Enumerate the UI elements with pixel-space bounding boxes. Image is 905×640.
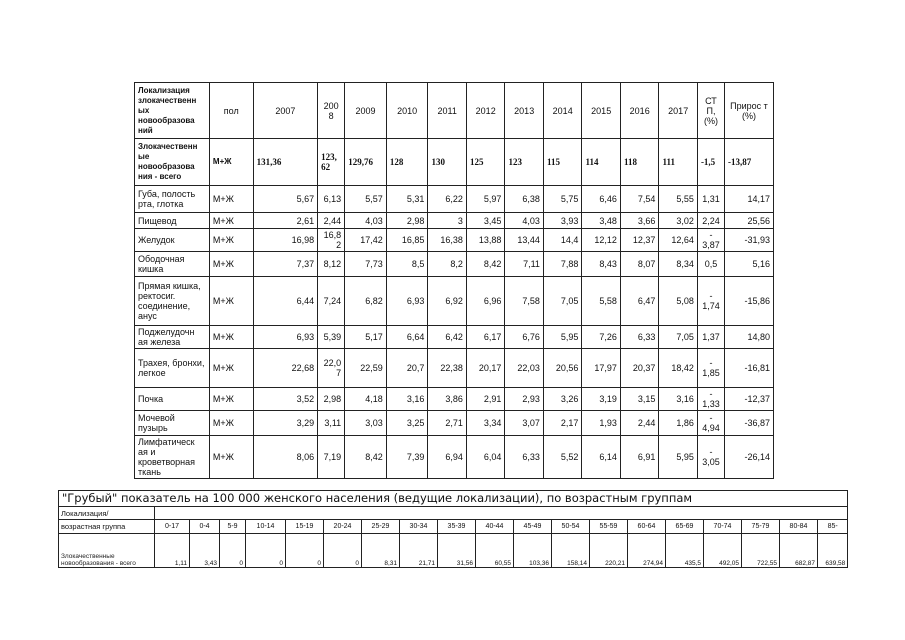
row-value: 2,17	[543, 411, 582, 436]
header-blank	[155, 507, 848, 520]
row-stp: 1,31	[697, 186, 724, 213]
row-value: 6,47	[620, 277, 659, 326]
row-value: 20,37	[620, 349, 659, 388]
row-value: 13,88	[466, 229, 505, 252]
row-value: 2,98	[318, 388, 345, 411]
age-value: 8,31	[362, 534, 400, 568]
row-value: 5,95	[543, 326, 582, 349]
row-value: 5,31	[386, 186, 428, 213]
incidence-table-by-age	[58, 506, 848, 568]
row-value: 17,42	[345, 229, 387, 252]
row-localization: Желудок	[135, 229, 210, 252]
row-value: 3,16	[659, 388, 698, 411]
row-localization: Ободочная кишка	[135, 252, 210, 277]
row-stp: - 3,05	[697, 436, 724, 479]
row-value: 6,93	[253, 326, 318, 349]
table-row	[135, 349, 774, 388]
row-localization: Поджелудочн ая железа	[135, 326, 210, 349]
row-value: 6,04	[466, 436, 505, 479]
row-value: 6,93	[386, 277, 428, 326]
age-group-header: 0-4	[190, 520, 220, 534]
row-value: 3,16	[386, 388, 428, 411]
row-localization: Лимфатическ ая и кроветворная ткань	[135, 436, 210, 479]
row-sex: М+Ж	[209, 229, 253, 252]
row-value: 18,42	[659, 349, 698, 388]
row-value: 6,82	[345, 277, 387, 326]
row-value: 8,42	[466, 252, 505, 277]
row-value: 2,98	[386, 213, 428, 229]
localization-header-line2: возрастная группа	[59, 520, 155, 534]
row-localization: Мочевой пузырь	[135, 411, 210, 436]
row-value: 2,44	[620, 411, 659, 436]
age-header-row-2	[59, 520, 848, 534]
total-sex: М+Ж	[209, 139, 253, 186]
total-stp: -1,5	[697, 139, 724, 186]
header-stp: СТ П, (%)	[697, 83, 724, 139]
age-value: 158,14	[552, 534, 590, 568]
row-value: 7,19	[318, 436, 345, 479]
row-value: 3,03	[345, 411, 387, 436]
row-value: 5,67	[253, 186, 318, 213]
age-group-header: 75-79	[742, 520, 780, 534]
row-value: 20,17	[466, 349, 505, 388]
age-value: 0	[220, 534, 246, 568]
row-value: 7,37	[253, 252, 318, 277]
header-year: 2007	[253, 83, 318, 139]
row-value: 6,76	[505, 326, 544, 349]
age-value: 722,55	[742, 534, 780, 568]
header-localization: Локализация злокачественн ых новообразова ний	[135, 83, 210, 139]
row-value: 2,61	[253, 213, 318, 229]
row-value: 6,44	[253, 277, 318, 326]
row-value: 5,08	[659, 277, 698, 326]
header-year: 2010	[386, 83, 428, 139]
table-row	[135, 388, 774, 411]
row-value: 8,2	[428, 252, 467, 277]
total-value: 130	[428, 139, 467, 186]
row-growth: -12,37	[724, 388, 773, 411]
row-value: 6,38	[505, 186, 544, 213]
age-group-header: 0-17	[155, 520, 190, 534]
row-value: 3,52	[253, 388, 318, 411]
age-value: 639,58	[818, 534, 848, 568]
row-value: 5,55	[659, 186, 698, 213]
age-value: 0	[246, 534, 286, 568]
row-growth: 14,80	[724, 326, 773, 349]
age-value: 682,87	[780, 534, 818, 568]
row-value: 7,05	[543, 277, 582, 326]
row-value: 3,93	[543, 213, 582, 229]
age-header-row-1	[59, 507, 848, 520]
row-value: 16,38	[428, 229, 467, 252]
row-value: 3,11	[318, 411, 345, 436]
row-value: 7,05	[659, 326, 698, 349]
total-value: 123	[505, 139, 544, 186]
row-value: 3,02	[659, 213, 698, 229]
row-sex: М+Ж	[209, 349, 253, 388]
row-localization: Губа, полость рта, глотка	[135, 186, 210, 213]
row-value: 2,93	[505, 388, 544, 411]
age-value: 0	[324, 534, 362, 568]
row-value: 8,34	[659, 252, 698, 277]
row-value: 3,19	[582, 388, 621, 411]
table-row-total	[135, 139, 774, 186]
age-group-header: 65-69	[666, 520, 704, 534]
row-localization: Трахея, бронхи, легкое	[135, 349, 210, 388]
header-growth: Прирос т (%)	[724, 83, 773, 139]
row-value: 6,92	[428, 277, 467, 326]
row-value: 3,66	[620, 213, 659, 229]
incidence-table-by-year	[134, 82, 774, 479]
row-value: 8,12	[318, 252, 345, 277]
row-value: 4,03	[505, 213, 544, 229]
row-growth: -15,86	[724, 277, 773, 326]
row-value: 8,06	[253, 436, 318, 479]
table-row	[135, 277, 774, 326]
row-value: 7,39	[386, 436, 428, 479]
table-row	[135, 186, 774, 213]
row-value: 3,34	[466, 411, 505, 436]
age-value: 274,94	[628, 534, 666, 568]
age-value: 103,36	[514, 534, 552, 568]
row-value: 7,88	[543, 252, 582, 277]
row-localization: Пищевод	[135, 213, 210, 229]
row-value: 8,43	[582, 252, 621, 277]
row-value: 6,22	[428, 186, 467, 213]
row-stp: - 1,33	[697, 388, 724, 411]
row-value: 3,15	[620, 388, 659, 411]
row-value: 12,12	[582, 229, 621, 252]
row-value: 6,33	[505, 436, 544, 479]
row-value: 22,03	[505, 349, 544, 388]
row-growth: -31,93	[724, 229, 773, 252]
total-value: 115	[543, 139, 582, 186]
table-row	[135, 326, 774, 349]
header-sex: пол	[209, 83, 253, 139]
age-group-header: 20-24	[324, 520, 362, 534]
row-value: 3,86	[428, 388, 467, 411]
age-value: 0	[286, 534, 324, 568]
row-value: 6,96	[466, 277, 505, 326]
row-value: 13,44	[505, 229, 544, 252]
age-group-header: 80-84	[780, 520, 818, 534]
row-value: 5,58	[582, 277, 621, 326]
header-year: 2009	[345, 83, 387, 139]
age-group-header: 85-	[818, 520, 848, 534]
row-value: 8,5	[386, 252, 428, 277]
row-stp: 1,37	[697, 326, 724, 349]
row-value: 1,86	[659, 411, 698, 436]
row-sex: М+Ж	[209, 326, 253, 349]
row-value: 5,57	[345, 186, 387, 213]
row-stp: - 4,94	[697, 411, 724, 436]
row-value: 22,38	[428, 349, 467, 388]
row-value: 5,17	[345, 326, 387, 349]
row-value: 16,85	[386, 229, 428, 252]
header-year: 2013	[505, 83, 544, 139]
row-value: 1,93	[582, 411, 621, 436]
age-value: 3,43	[190, 534, 220, 568]
row-value: 6,33	[620, 326, 659, 349]
age-group-header: 45-49	[514, 520, 552, 534]
age-value: 60,55	[476, 534, 514, 568]
row-value: 14,4	[543, 229, 582, 252]
header-year: 2011	[428, 83, 467, 139]
total-value: 125	[466, 139, 505, 186]
row-localization: Почка	[135, 388, 210, 411]
total-label: Злокачественн ые новообразова ния - всего	[135, 139, 210, 186]
row-stp: - 1,85	[697, 349, 724, 388]
row-value: 6,17	[466, 326, 505, 349]
row-value: 4,03	[345, 213, 387, 229]
row-growth: 25,56	[724, 213, 773, 229]
row-value: 6,91	[620, 436, 659, 479]
header-year: 200 8	[318, 83, 345, 139]
age-group-header: 5-9	[220, 520, 246, 534]
row-value: 6,94	[428, 436, 467, 479]
row-value: 7,24	[318, 277, 345, 326]
header-year: 2016	[620, 83, 659, 139]
row-sex: М+Ж	[209, 388, 253, 411]
row-value: 3,26	[543, 388, 582, 411]
table-row	[135, 436, 774, 479]
age-group-header: 25-29	[362, 520, 400, 534]
age-value: 1,11	[155, 534, 190, 568]
row-label: Злокачественные новообразования - всего	[59, 534, 155, 568]
header-year: 2012	[466, 83, 505, 139]
row-growth: -26,14	[724, 436, 773, 479]
row-value: 3,25	[386, 411, 428, 436]
row-value: 8,42	[345, 436, 387, 479]
row-value: 20,56	[543, 349, 582, 388]
row-value: 5,97	[466, 186, 505, 213]
age-group-header: 30-34	[400, 520, 438, 534]
row-value: 5,95	[659, 436, 698, 479]
row-value: 3,48	[582, 213, 621, 229]
total-value: 123, 62	[318, 139, 345, 186]
age-group-header: 55-59	[590, 520, 628, 534]
row-value: 22,0 7	[318, 349, 345, 388]
total-growth: -13,87	[724, 139, 773, 186]
age-group-header: 70-74	[704, 520, 742, 534]
row-stp: 2,24	[697, 213, 724, 229]
row-value: 5,75	[543, 186, 582, 213]
table-header-row	[135, 83, 774, 139]
row-value: 6,46	[582, 186, 621, 213]
row-value: 7,73	[345, 252, 387, 277]
row-value: 3,29	[253, 411, 318, 436]
total-value: 114	[582, 139, 621, 186]
row-value: 22,68	[253, 349, 318, 388]
row-stp: - 3,87	[697, 229, 724, 252]
table-row	[135, 252, 774, 277]
header-year: 2014	[543, 83, 582, 139]
total-value: 128	[386, 139, 428, 186]
row-value: 2,91	[466, 388, 505, 411]
row-value: 5,52	[543, 436, 582, 479]
row-value: 6,14	[582, 436, 621, 479]
age-table-title: "Грубый" показатель на 100 000 женского населения (ведущие локализации), по возрастным группам	[58, 490, 848, 506]
age-group-header: 40-44	[476, 520, 514, 534]
row-value: 7,26	[582, 326, 621, 349]
row-value: 16,8 2	[318, 229, 345, 252]
table-row	[135, 213, 774, 229]
row-value: 7,11	[505, 252, 544, 277]
row-sex: М+Ж	[209, 252, 253, 277]
row-value: 7,54	[620, 186, 659, 213]
age-group-header: 10-14	[246, 520, 286, 534]
row-sex: М+Ж	[209, 277, 253, 326]
row-value: 7,58	[505, 277, 544, 326]
row-value: 6,42	[428, 326, 467, 349]
age-group-header: 60-64	[628, 520, 666, 534]
header-year: 2017	[659, 83, 698, 139]
row-value: 3,45	[466, 213, 505, 229]
row-value: 22,59	[345, 349, 387, 388]
row-value: 12,37	[620, 229, 659, 252]
table-row	[59, 534, 848, 568]
row-value: 3	[428, 213, 467, 229]
total-value: 129,76	[345, 139, 387, 186]
row-stp: 0,5	[697, 252, 724, 277]
total-value: 111	[659, 139, 698, 186]
row-growth: -36,87	[724, 411, 773, 436]
row-value: 3,07	[505, 411, 544, 436]
age-value: 220,21	[590, 534, 628, 568]
localization-header-line1: Локализация/	[59, 507, 155, 520]
row-sex: М+Ж	[209, 186, 253, 213]
row-growth: 14,17	[724, 186, 773, 213]
row-stp: - 1,74	[697, 277, 724, 326]
row-growth: -16,81	[724, 349, 773, 388]
row-growth: 5,16	[724, 252, 773, 277]
row-value: 4,18	[345, 388, 387, 411]
total-value: 118	[620, 139, 659, 186]
row-localization: Прямая кишка, ректосиг. соединение, анус	[135, 277, 210, 326]
age-group-header: 35-39	[438, 520, 476, 534]
header-year: 2015	[582, 83, 621, 139]
age-value: 492,05	[704, 534, 742, 568]
row-value: 8,07	[620, 252, 659, 277]
row-value: 20,7	[386, 349, 428, 388]
row-value: 12,64	[659, 229, 698, 252]
row-value: 5,39	[318, 326, 345, 349]
row-value: 16,98	[253, 229, 318, 252]
row-sex: М+Ж	[209, 411, 253, 436]
row-value: 17,97	[582, 349, 621, 388]
age-group-header: 15-19	[286, 520, 324, 534]
total-value: 131,36	[253, 139, 318, 186]
row-value: 6,13	[318, 186, 345, 213]
table-row	[135, 411, 774, 436]
row-value: 6,64	[386, 326, 428, 349]
age-value: 21,71	[400, 534, 438, 568]
table-row	[135, 229, 774, 252]
row-sex: М+Ж	[209, 436, 253, 479]
row-value: 2,71	[428, 411, 467, 436]
age-value: 435,5	[666, 534, 704, 568]
age-value: 31,56	[438, 534, 476, 568]
age-group-header: 50-54	[552, 520, 590, 534]
row-value: 2,44	[318, 213, 345, 229]
row-sex: М+Ж	[209, 213, 253, 229]
